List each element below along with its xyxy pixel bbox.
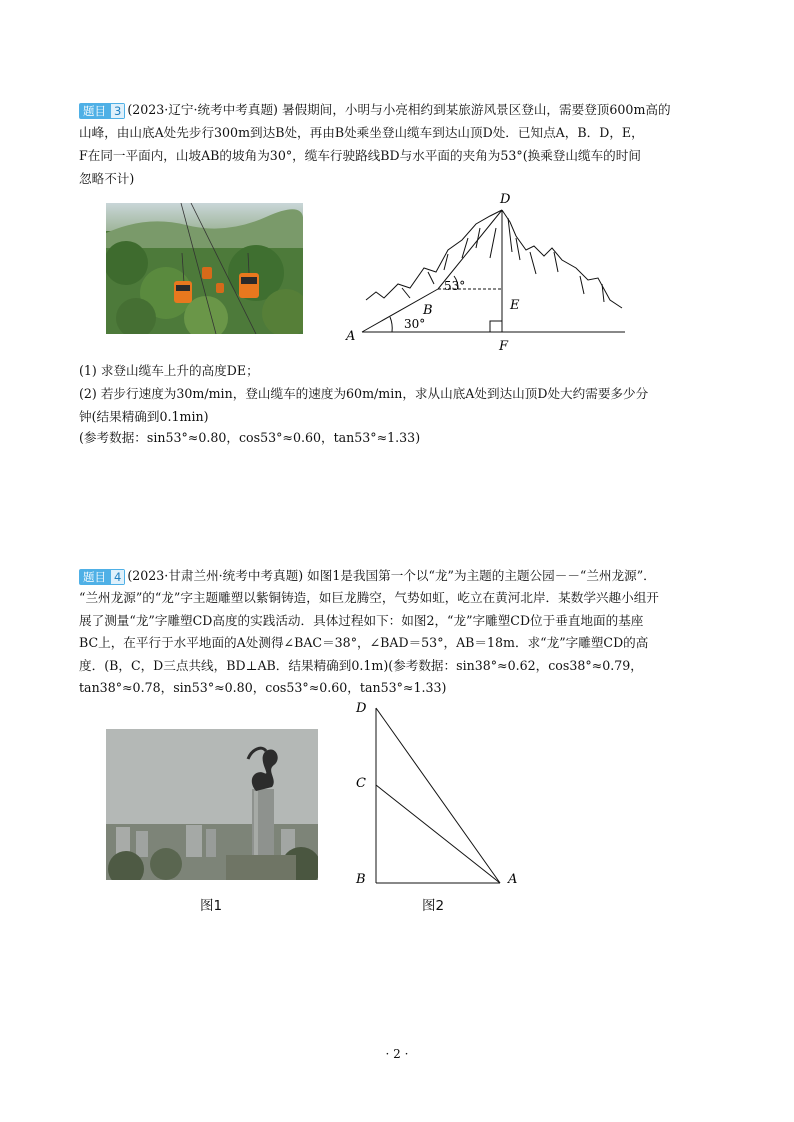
- problem4-line-2: “兰州龙源”的“龙”字主题雕塑以紫铜铸造，如巨龙腾空，气势如虹，屹立在黄河北岸．某数学兴趣小组开: [79, 590, 659, 605]
- angle-30-arc: [390, 317, 392, 332]
- page-number: · 2 ·: [385, 1047, 409, 1061]
- label-D: D: [356, 701, 367, 716]
- cable-BD: [438, 210, 502, 289]
- problem3-question-2-cont: 钟(结果精确到0.1min): [79, 409, 209, 424]
- problem4-line-5: 度．(B，C，D三点共线，BD⊥AB．结果精确到0.1m)(参考数据：sin38°≈0.62，cos38°≈0.79，: [79, 658, 643, 673]
- figure1-caption: 图1: [200, 898, 223, 914]
- segment-DA: [376, 708, 500, 883]
- angle-30-label: 30°: [404, 317, 426, 331]
- triangle-diagram: [350, 695, 530, 893]
- angle-53-label: 53°: [444, 279, 466, 293]
- problem3-line-1: 题目 3 (2023·辽宁·统考中考真题) 暑假期间，小明与小亮相约到某旅游风景区登山，需要登顶600m高的: [79, 101, 671, 119]
- segment-CA: [376, 785, 500, 883]
- problem3-line-3: F在同一平面内，山坡AB的坡角为30°，缆车行驶路线BD与水平面的夹角为53°(换乘登山缆车的时间: [79, 148, 641, 163]
- label-A: A: [346, 329, 356, 344]
- problem3-badge: 题目 3: [79, 103, 125, 119]
- label-C: C: [356, 776, 366, 791]
- problem4-line-4: BC上，在平行于水平地面的A处测得∠BAC＝38°，∠BAD＝53°，AB＝18m．求“龙”字雕塑CD的高: [79, 635, 649, 650]
- problem3-line-2: 山峰，由山底A处先步行300m到达B处，再由B处乘坐登山缆车到达山顶D处．已知点A，B．D，E，: [79, 125, 644, 140]
- problem3-line-4: 忽略不计): [79, 171, 135, 186]
- right-angle-mark: [490, 321, 502, 332]
- problem3-question-1: (1) 求登山缆车上升的高度DE；: [79, 363, 259, 378]
- label-B: B: [356, 872, 366, 887]
- problem4-line-6: tan38°≈0.78，sin53°≈0.80，cos53°≈0.60，tan53°≈1.33): [79, 680, 447, 695]
- dragon-sculpture-photo: [106, 729, 318, 880]
- cable-car-photo: [106, 203, 303, 334]
- problem4-badge: 题目 4: [79, 569, 125, 585]
- label-F: F: [499, 339, 509, 353]
- problem3-reference-data: (参考数据：sin53°≈0.80，cos53°≈0.60，tan53°≈1.33): [79, 430, 421, 445]
- label-E: E: [510, 298, 520, 313]
- mountain-left-outline: [366, 210, 502, 300]
- label-D: D: [500, 192, 511, 207]
- problem4-line-1: 题目 4 (2023·甘肃兰州·统考中考真题) 如图1是我国第一个以“龙”为主题的主题公园－－“兰州龙源”．: [79, 567, 656, 585]
- label-A: A: [508, 872, 518, 887]
- mountain-diagram: [340, 188, 640, 353]
- problem3-question-2: (2) 若步行速度为30m/min，登山缆车的速度为60m/min，求从山底A处到达山顶D处大约需要多少分: [79, 386, 649, 401]
- problem4-line-3: 展了测量“龙”字雕塑CD高度的实践活动．具体过程如下：如图2，“龙”字雕塑CD位于垂直地面的基座: [79, 613, 644, 628]
- label-B: B: [423, 303, 433, 318]
- figure2-caption: 图2: [422, 898, 445, 914]
